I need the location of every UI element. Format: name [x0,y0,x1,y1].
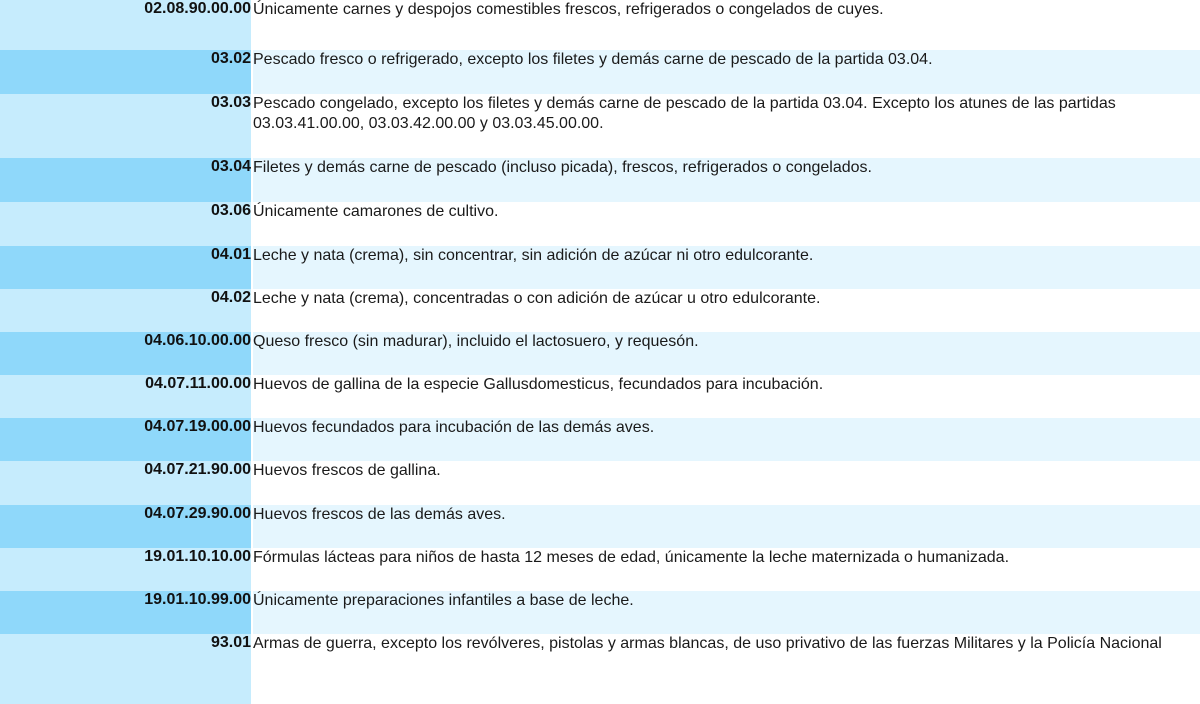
tariff-code: 03.02 [0,50,252,94]
table-row [0,375,1200,418]
tariff-code: 03.03 [0,94,252,158]
product-description: Huevos frescos de las demás aves. [252,505,1200,548]
table-row [0,94,1200,158]
tariff-code: 04.07.21.90.00 [0,461,252,505]
table-row [0,0,1200,50]
table-row [0,202,1200,246]
tariff-code: 19.01.10.99.00 [0,591,252,634]
product-description: Huevos frescos de gallina. [252,461,1200,505]
table-row [0,289,1200,332]
tariff-code: 03.06 [0,202,252,246]
tariff-code: 04.06.10.00.00 [0,332,252,375]
table-row [0,332,1200,375]
tariff-code: 04.01 [0,246,252,289]
product-description: Pescado fresco o refrigerado, excepto los filetes y demás carne de pescado de la partida 03.04. [252,50,1200,94]
tariff-code: 02.08.90.00.00 [0,0,252,50]
product-description: Huevos fecundados para incubación de las demás aves. [252,418,1200,461]
tariff-code: 19.01.10.10.00 [0,548,252,591]
product-description: Únicamente preparaciones infantiles a base de leche. [252,591,1200,634]
product-description: Fórmulas lácteas para niños de hasta 12 meses de edad, únicamente la leche maternizada o humanizada. [252,548,1200,591]
product-description: Filetes y demás carne de pescado (incluso picada), frescos, refrigerados o congelados. [252,158,1200,202]
table-row [0,246,1200,289]
table-row [0,634,1200,704]
tariff-code: 04.07.29.90.00 [0,505,252,548]
tariff-code: 93.01 [0,634,252,704]
table-row [0,461,1200,505]
product-description: Queso fresco (sin madurar), incluido el lactosuero, y requesón. [252,332,1200,375]
product-description: Leche y nata (crema), sin concentrar, sin adición de azúcar ni otro edulcorante. [252,246,1200,289]
product-description: Pescado congelado, excepto los filetes y demás carne de pescado de la partida 03.04. Excepto los atunes de las partidas 03.03.41.00.00, 03.03.42.00.00 y 03.03.45.00.00. [252,94,1200,158]
tariff-code: 04.07.19.00.00 [0,418,252,461]
product-description: Leche y nata (crema), concentradas o con adición de azúcar u otro edulcorante. [252,289,1200,332]
table-row [0,50,1200,94]
product-description: Únicamente carnes y despojos comestibles frescos, refrigerados o congelados de cuyes. [252,0,1200,50]
table-row [0,418,1200,461]
table-row [0,591,1200,634]
table-row [0,158,1200,202]
product-description: Únicamente camarones de cultivo. [252,202,1200,246]
product-description: Armas de guerra, excepto los revólveres, pistolas y armas blancas, de uso privativo de las fuerzas Militares y la Policía Nacional [252,634,1200,704]
tariff-code: 04.07.11.00.00 [0,375,252,418]
tariff-code: 04.02 [0,289,252,332]
table-row [0,548,1200,591]
product-description: Huevos de gallina de la especie Gallusdomesticus, fecundados para incubación. [252,375,1200,418]
table-row [0,505,1200,548]
tariff-code: 03.04 [0,158,252,202]
